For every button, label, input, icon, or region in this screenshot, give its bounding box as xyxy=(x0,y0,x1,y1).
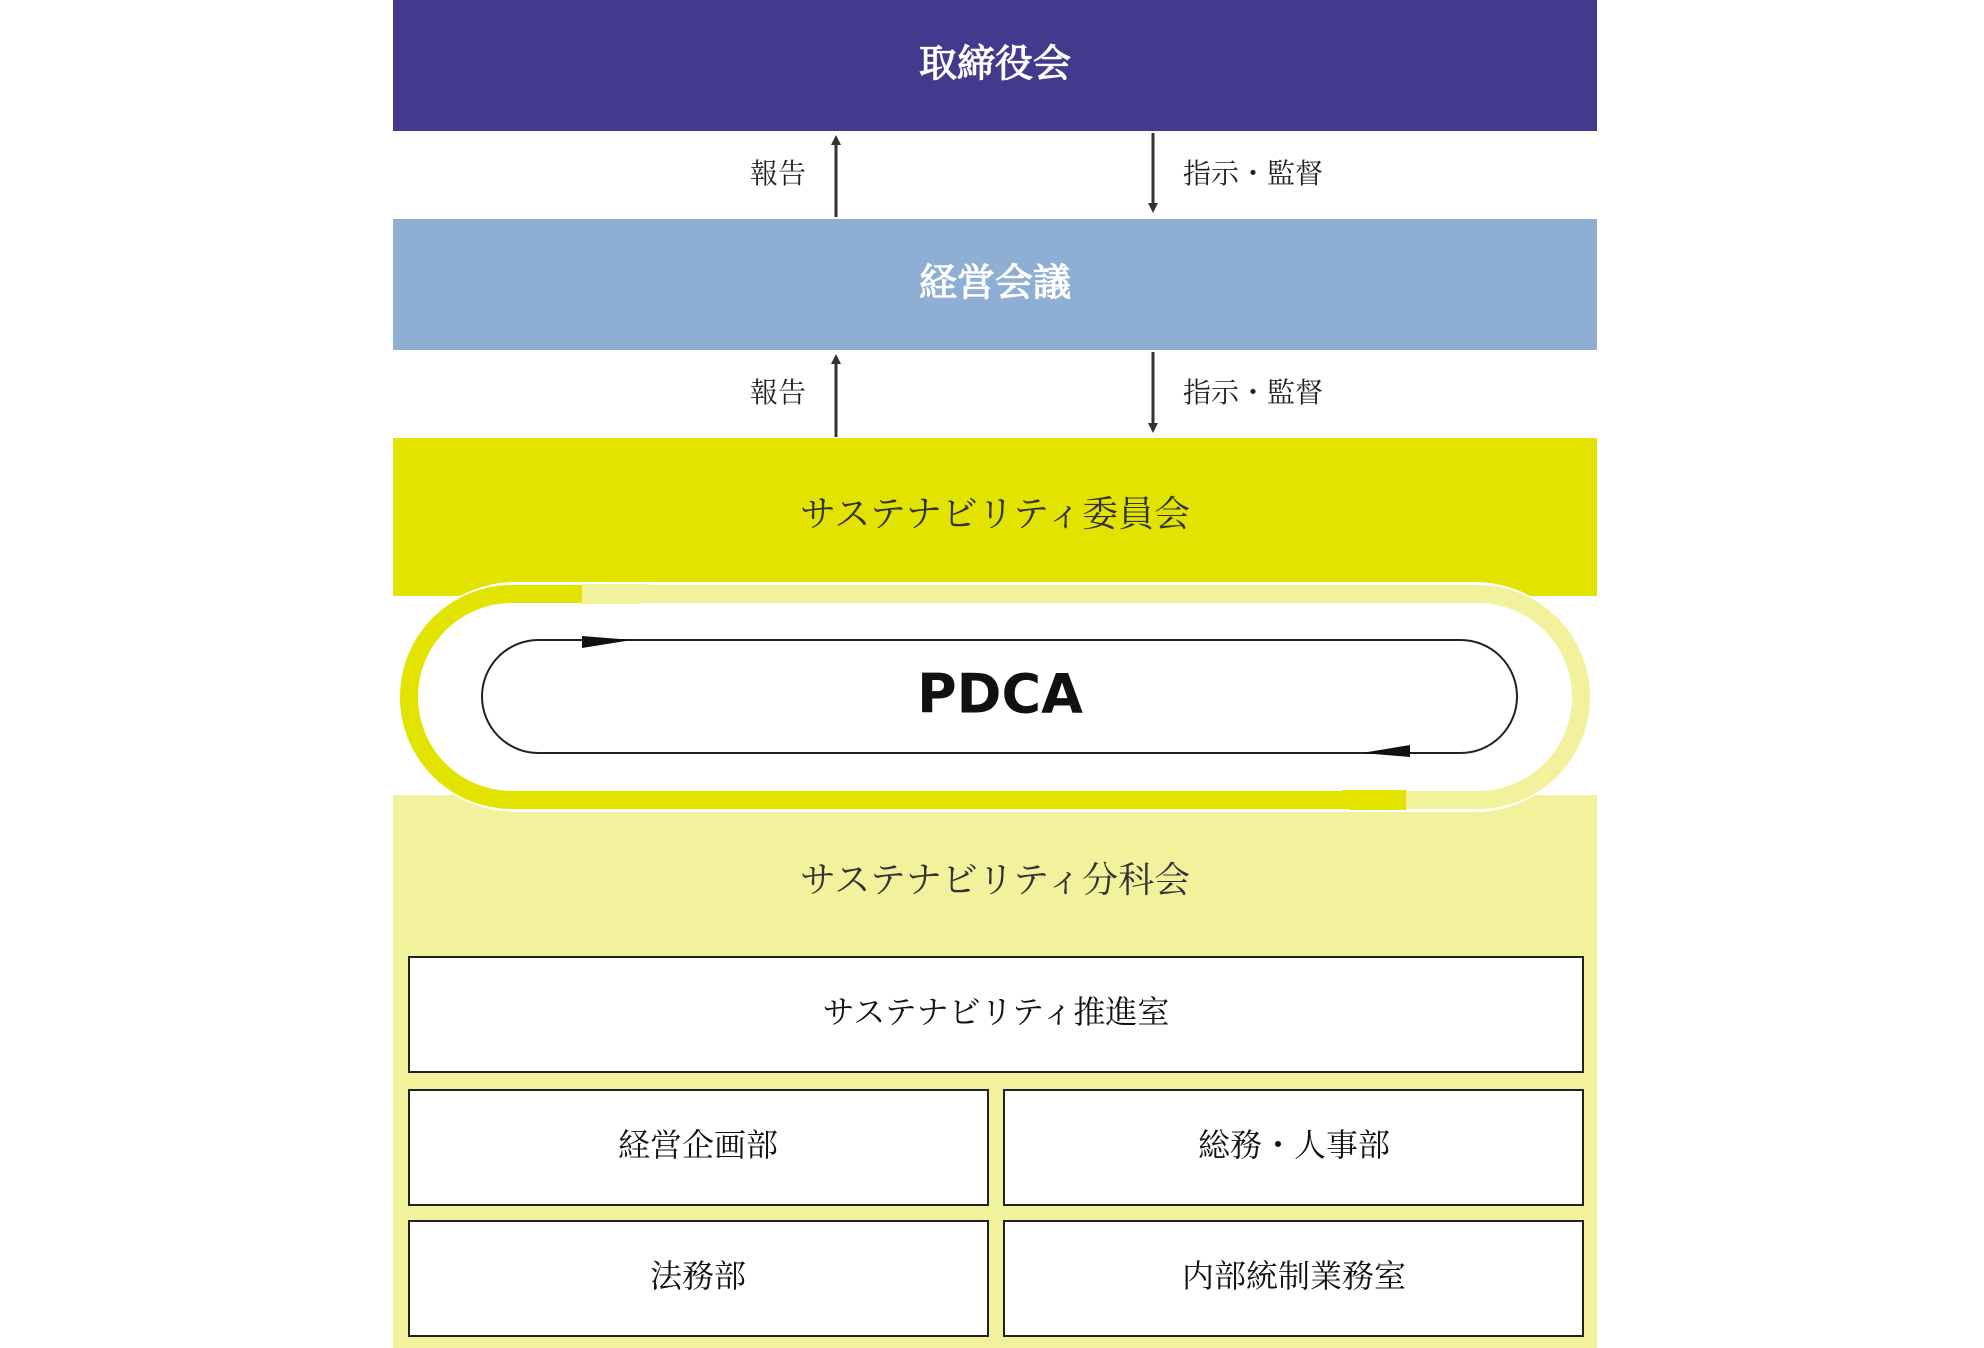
cycle-arrowhead-light xyxy=(582,584,648,604)
report-label-2: 報告 xyxy=(749,376,806,409)
subcommittee-label: サステナビリティ分科会 xyxy=(799,860,1191,901)
unit-label-audit: 内部統制業務室 xyxy=(1181,1257,1407,1295)
pdca-label: PDCA xyxy=(917,662,1083,726)
unit-label-hr: 総務・人事部 xyxy=(1197,1126,1391,1164)
direct-label-2: 指示・監督 xyxy=(1183,376,1324,409)
cycle-arrowhead-dark xyxy=(1342,790,1406,810)
exec-meeting-label: 経営会議 xyxy=(918,260,1072,305)
pdca-cycle xyxy=(400,582,1590,812)
committee-label: サステナビリティ委員会 xyxy=(799,494,1191,535)
direct-label-1: 指示・監督 xyxy=(1183,157,1324,190)
report-label-1: 報告 xyxy=(749,157,806,190)
unit-label-promotion: サステナビリティ推進室 xyxy=(822,993,1170,1031)
unit-label-legal: 法務部 xyxy=(649,1257,747,1295)
board-label: 取締役会 xyxy=(918,41,1072,86)
unit-label-planning: 経営企画部 xyxy=(617,1126,779,1164)
